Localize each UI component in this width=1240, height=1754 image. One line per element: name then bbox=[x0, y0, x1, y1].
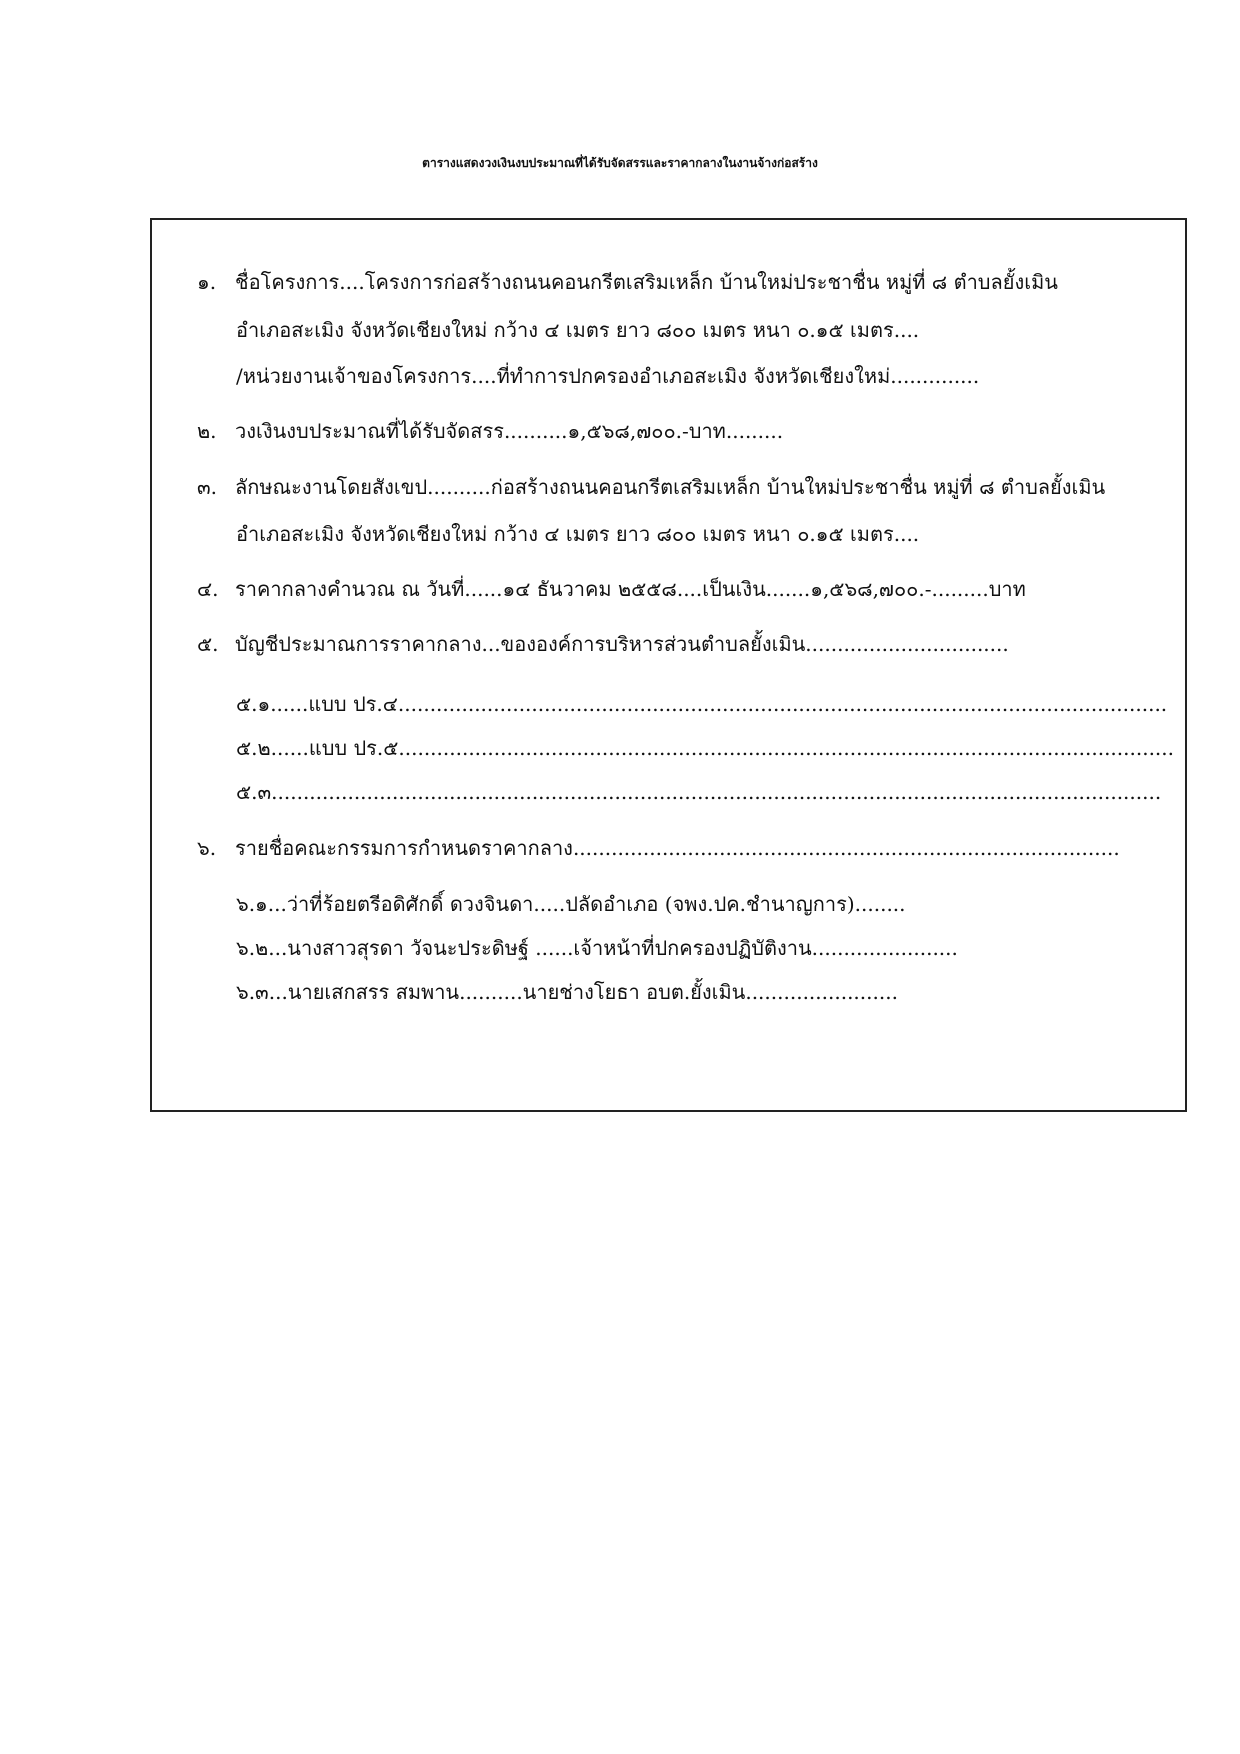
item-3-number: ๓. bbox=[197, 475, 218, 499]
item-6-text-1: รายชื่อคณะกรรมการกำหนดราคากลาง...................................................................................... bbox=[235, 836, 1120, 860]
item-4-line-1 bbox=[197, 579, 1026, 599]
item-5-number: ๕. bbox=[197, 632, 219, 656]
item-2-text-1: วงเงินงบประมาณที่ได้รับจัดสรร..........๑,๕๖๘,๗๐๐.-บาท......... bbox=[235, 419, 784, 443]
item-5-text-1: บัญชีประมาณการราคากลาง...ขององค์การบริหารส่วนตำบลยั้งเมิน................................ bbox=[235, 632, 1009, 656]
item-6-sub-1: ๖.๑...ว่าที่ร้อยตรีอดิศักดิ์ ดวงจินดา.....ปลัดอำเภอ (จพง.ปค.ชำนาญการ)........ bbox=[236, 892, 906, 916]
item-3-line-1 bbox=[197, 477, 1105, 497]
item-1-number: ๑. bbox=[197, 270, 217, 294]
item-2-number: ๒. bbox=[197, 419, 217, 443]
item-1-line-3: /หน่วยงานเจ้าของโครงการ....ที่ทำการปกครองอำเภอสะเมิง จังหวัดเชียงใหม่.............. bbox=[236, 364, 980, 388]
item-3-text-1: ลักษณะงานโดยสังเขป..........ก่อสร้างถนนคอนกรีตเสริมเหล็ก บ้านใหม่ประชาชื่น หมู่ที่ ๘ ตำบลยั้งเมิน bbox=[235, 475, 1106, 499]
item-4-text-1: ราคากลางคำนวณ ณ วันที่......๑๔ ธันวาคม ๒๕๕๘....เป็นเงิน.......๑,๕๖๘,๗๐๐.-.........บาท bbox=[235, 577, 1026, 601]
item-6-sub-2: ๖.๒...นางสาวสุรดา วัจนะประดิษฐ์ ......เจ้าหน้าที่ปกครองปฏิบัติงาน....................... bbox=[236, 936, 958, 960]
item-5-sub-1: ๕.๑......แบบ ปร.๔......................................................................................................................... bbox=[236, 692, 1168, 716]
item-5-sub-3: ๕.๓............................................................................................................................................ bbox=[236, 780, 1162, 804]
item-6-number: ๖. bbox=[197, 836, 217, 860]
item-5-line-1 bbox=[197, 634, 1009, 654]
item-4-number: ๔. bbox=[197, 577, 219, 601]
item-1-line-1 bbox=[197, 272, 1058, 292]
document-title: ตารางแสดงวงเงินงบประมาณที่ได้รับจัดสรรและราคากลางในงานจ้างก่อสร้าง bbox=[422, 156, 818, 170]
item-1-line-2: อำเภอสะเมิง จังหวัดเชียงใหม่ กว้าง ๔ เมตร ยาว ๘๐๐ เมตร หนา ๐.๑๕ เมตร.... bbox=[236, 318, 920, 342]
item-2-line-1 bbox=[197, 421, 783, 441]
item-1-text-1: ชื่อโครงการ....โครงการก่อสร้างถนนคอนกรีตเสริมเหล็ก บ้านใหม่ประชาชื่น หมู่ที่ ๘ ตำบลยั้งเมิน bbox=[235, 270, 1058, 294]
item-3-line-2: อำเภอสะเมิง จังหวัดเชียงใหม่ กว้าง ๔ เมตร ยาว ๘๐๐ เมตร หนา ๐.๑๕ เมตร.... bbox=[236, 522, 920, 546]
item-5-sub-2: ๕.๒......แบบ ปร.๕.......................................................................................................................... bbox=[236, 736, 1174, 760]
item-6-sub-3: ๖.๓...นายเสกสรร สมพาน..........นายช่างโยธา อบต.ยั้งเมิน........................ bbox=[236, 980, 898, 1004]
item-6-line-1 bbox=[197, 838, 1120, 858]
content-frame bbox=[150, 218, 1187, 1112]
